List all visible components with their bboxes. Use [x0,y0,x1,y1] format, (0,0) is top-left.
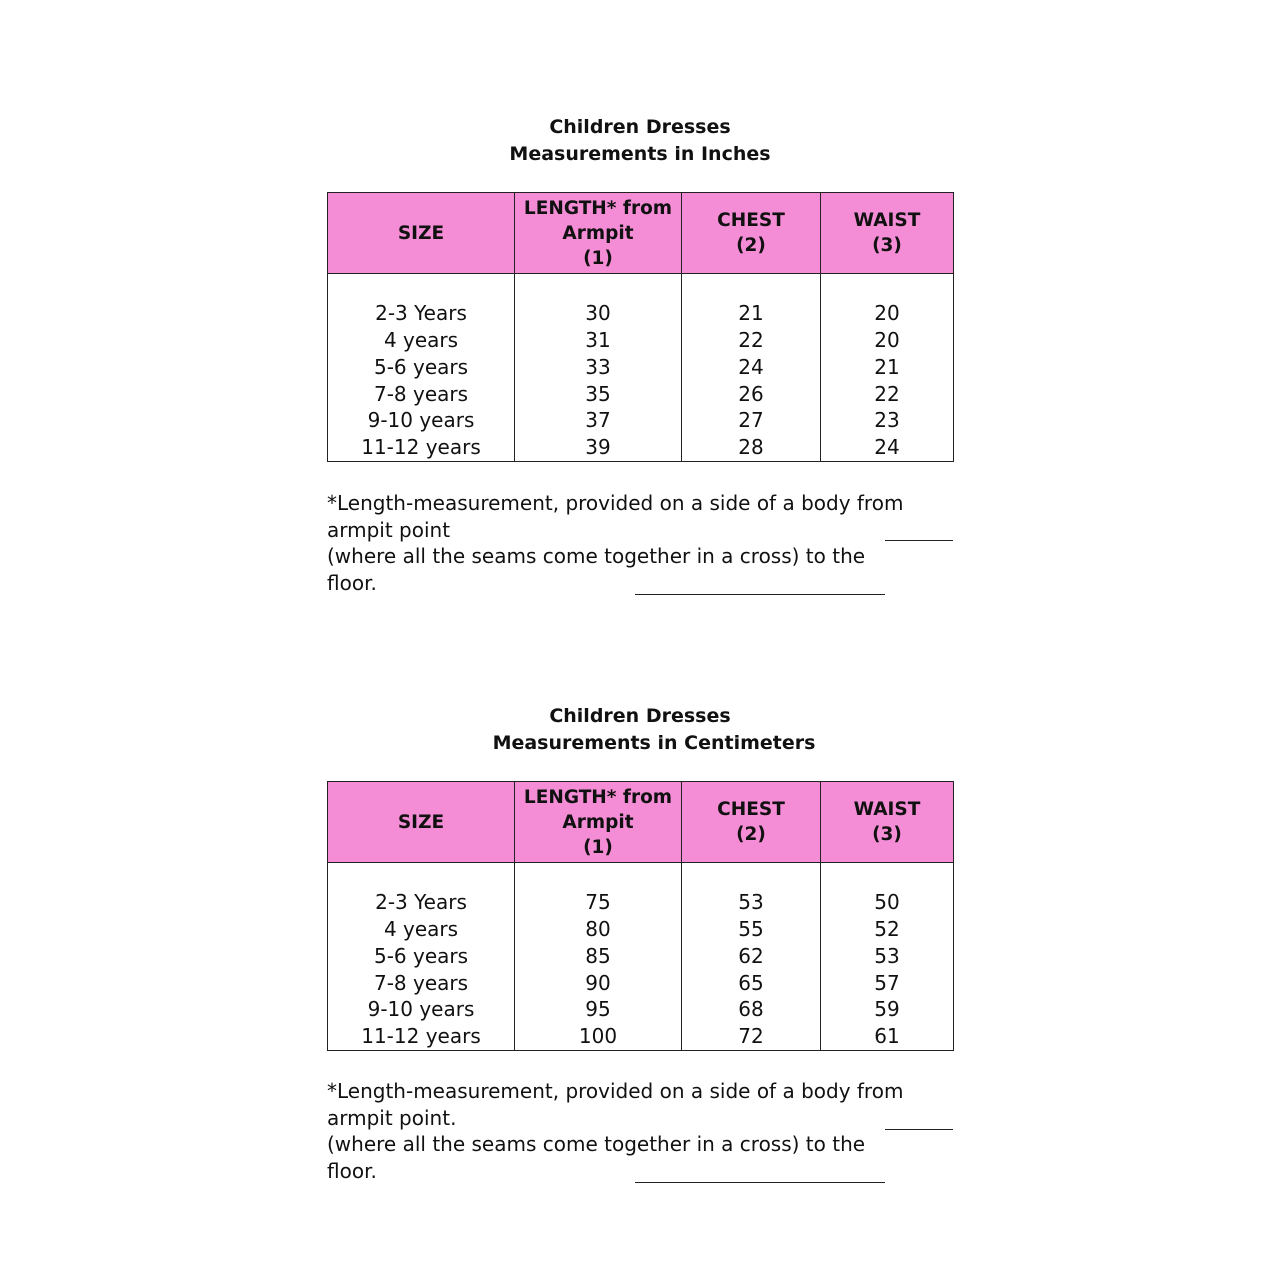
size-cell: 7-8 years [373,970,469,995]
note-line: floor. [327,1158,377,1183]
header-waist: WAIST (3) [821,193,954,274]
size-cell: 9-10 years [367,997,475,1022]
table-header-row [328,782,954,863]
length-cell: 30 [585,301,611,326]
waist-column [821,863,954,1051]
waist-cell: 50 [874,890,900,915]
header-length: LENGTH* from Armpit (1) [515,193,682,274]
length-cell: 85 [585,943,611,968]
size-cell: 11-12 years [361,435,481,460]
note-line: *Length-measurement, provided on a side of a body from [327,491,904,515]
waist-cell: 52 [874,917,900,942]
size-cell: 11-12 years [361,1024,481,1049]
note-line: armpit point [327,517,451,542]
waist-cell: 21 [874,354,900,379]
note-line: *Length-measurement, provided on a side of a body from [327,1079,904,1103]
size-cell: 7-8 years [373,381,469,406]
chest-cell: 55 [738,917,764,942]
header-waist: WAIST (3) [821,782,954,863]
size-column [328,274,515,462]
length-cell: 31 [585,328,611,353]
size-column [328,863,515,1051]
length-cell: 95 [585,997,611,1022]
note-underline [635,1182,885,1183]
length-cell: 90 [585,970,611,995]
table-body-row [328,863,954,1051]
chest-column [682,863,821,1051]
chest-cell: 53 [738,890,764,915]
waist-cell: 22 [874,381,900,406]
length-cell: 33 [585,354,611,379]
waist-cell: 57 [874,970,900,995]
waist-cell: 24 [874,435,900,460]
inches-title-line2: Measurements in Inches [509,143,771,165]
waist-cell: 20 [874,328,900,353]
header-length: LENGTH* from Armpit (1) [515,782,682,863]
inches-title [328,114,952,168]
chest-cell: 27 [738,408,764,433]
length-cell: 37 [585,408,611,433]
waist-column [821,274,954,462]
chest-cell: 24 [738,354,764,379]
centimeters-title-line2: Measurements in Centimeters [492,732,816,754]
chest-cell: 68 [738,997,764,1022]
note-line: armpit point. [327,1105,457,1130]
waist-cell: 59 [874,997,900,1022]
chest-cell: 62 [738,943,764,968]
centimeters-length-note [327,1078,967,1184]
note-line: (where all the seams come together in a cross) to the [327,544,866,568]
size-cell: 9-10 years [367,408,475,433]
chest-cell: 26 [738,381,764,406]
length-cell: 35 [585,381,611,406]
waist-cell: 53 [874,943,900,968]
table-body-row [328,274,954,462]
waist-cell: 61 [874,1024,900,1049]
note-underline [885,1129,953,1130]
note-underline [635,594,885,595]
chest-cell: 22 [738,328,764,353]
waist-cell: 20 [874,301,900,326]
length-cell: 80 [585,917,611,942]
size-cell: 5-6 years [373,354,469,379]
note-line: (where all the seams come together in a cross) to the [327,1132,866,1156]
inches-title-line1: Children Dresses [549,116,731,138]
length-cell: 100 [578,1024,618,1049]
size-cell: 2-3 Years [375,890,467,915]
length-column [515,863,682,1051]
size-cell: 4 years [383,328,459,353]
size-cell: 2-3 Years [375,301,467,326]
length-cell: 75 [585,890,611,915]
note-underline [885,540,953,541]
size-cell: 4 years [383,917,459,942]
header-chest: CHEST (2) [682,193,821,274]
header-size: SIZE [328,782,515,863]
length-cell: 39 [585,435,611,460]
chest-cell: 72 [738,1024,764,1049]
length-column [515,274,682,462]
header-size: SIZE [328,193,515,274]
header-chest: CHEST (2) [682,782,821,863]
waist-cell: 23 [874,408,900,433]
chest-cell: 28 [738,435,764,460]
table-header-row [328,193,954,274]
centimeters-title-line1: Children Dresses [549,705,731,727]
chest-column [682,274,821,462]
centimeters-size-table [327,781,954,1051]
chest-cell: 21 [738,301,764,326]
centimeters-title [328,703,952,757]
note-line: floor. [327,570,377,595]
inches-size-table [327,192,954,462]
inches-length-note [327,490,967,596]
chest-cell: 65 [738,970,764,995]
size-cell: 5-6 years [373,943,469,968]
